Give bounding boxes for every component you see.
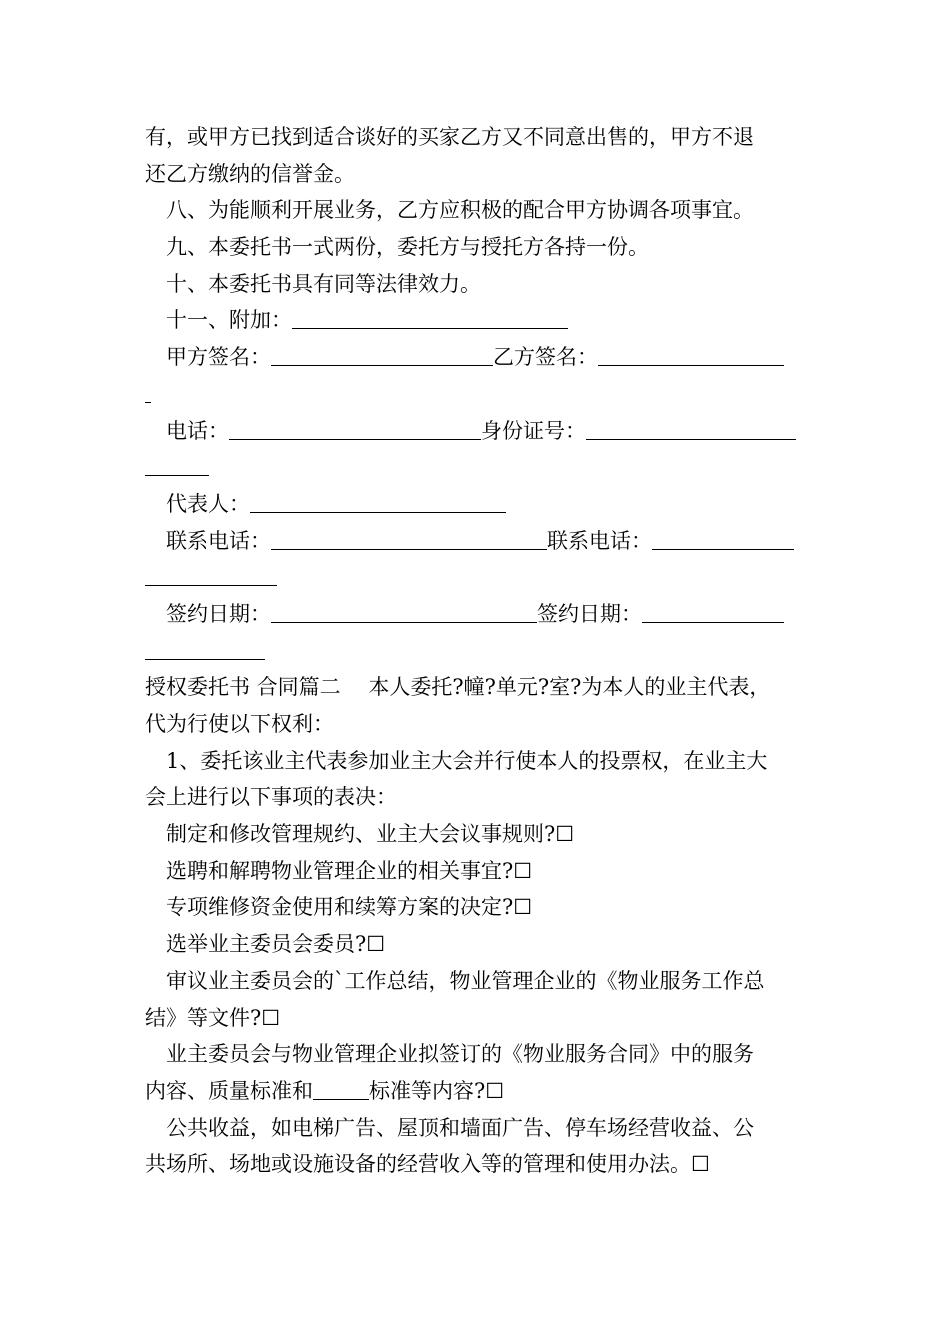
phone-row [145, 413, 810, 450]
phone-row-wrap [145, 449, 810, 486]
party-b-sign-blank-cont[interactable] [145, 380, 151, 403]
appendix-label: 十一、附加： [166, 308, 292, 333]
vote-option: 选举业主委员会委员?☐ [166, 932, 386, 957]
representative-label: 代表人： [166, 491, 250, 516]
clause-nine: 九、本委托书一式两份，委托方与授托方各持一份。 [166, 235, 649, 260]
appendix-row [145, 302, 810, 339]
vote-option: 公共收益，如电梯广告、屋顶和墙面广告、停车场经营收益、公 [166, 1115, 754, 1140]
standard-blank[interactable] [313, 1077, 369, 1100]
sign-date-blank-2[interactable] [642, 600, 784, 623]
vote-option-cont: 共场所、场地或设施设备的经营收入等的管理和使用办法。☐ [145, 1152, 710, 1177]
contact-phone-blank-1[interactable] [271, 527, 547, 550]
party-a-sign-label: 甲方签名： [166, 345, 271, 370]
phone-blank[interactable] [229, 417, 481, 440]
vote-option: 选聘和解聘物业管理企业的相关事宜?☐ [166, 858, 533, 883]
id-blank[interactable] [586, 417, 796, 440]
clause-eight: 八、为能顺利开展业务，乙方应积极的配合甲方协调各项事宜。 [166, 198, 754, 223]
vote-option: 专项维修资金使用和续筹方案的决定?☐ [166, 895, 533, 920]
contact-phone-row-wrap [145, 559, 810, 596]
sign-date-blank-2-cont[interactable] [145, 637, 265, 660]
item-one-line: 1、委托该业主代表参加业主大会并行使本人的投票权，在业主大 [166, 748, 768, 773]
clause-ten: 十、本委托书具有同等法律效力。 [166, 271, 481, 296]
signature-row-wrap [145, 376, 810, 413]
sign-date-label-1: 签约日期： [166, 601, 271, 626]
vote-option-text: 标准等内容?☐ [369, 1078, 505, 1103]
vote-option: 制定和修改管理规约、业主大会议事规则?☐ [166, 822, 575, 847]
sign-date-row [145, 596, 810, 633]
document-body [145, 119, 810, 1183]
vote-option-cont: 结》等文件?☐ [145, 1005, 281, 1030]
section-two-heading: 授权委托书 合同篇二 本人委托?幢?单元?室?为本人的业主代表， [145, 675, 771, 700]
vote-option-text: 内容、质量标准和 [145, 1078, 313, 1103]
representative-row [145, 486, 810, 523]
id-blank-cont[interactable] [145, 453, 209, 476]
sign-date-row-wrap [145, 633, 810, 670]
contact-phone-blank-2-cont[interactable] [145, 563, 277, 586]
phone-label: 电话： [166, 418, 229, 443]
section-two-intro: 代为行使以下权利： [145, 712, 334, 736]
representative-blank[interactable] [250, 490, 506, 513]
sign-date-label-2: 签约日期： [537, 601, 642, 626]
party-b-sign-label: 乙方签名： [493, 345, 598, 370]
party-b-sign-blank[interactable] [598, 343, 784, 366]
signature-row [145, 339, 810, 376]
contact-phone-label-1: 联系电话： [166, 528, 271, 553]
item-one-line: 会上进行以下事项的表决： [145, 785, 397, 810]
contact-phone-label-2: 联系电话： [547, 528, 652, 553]
vote-option-cont [145, 1073, 810, 1110]
paragraph-line: 还乙方缴纳的信誉金。 [145, 161, 355, 186]
party-a-sign-blank[interactable] [271, 343, 493, 366]
appendix-blank[interactable] [292, 306, 568, 329]
paragraph-line: 有，或甲方已找到适合谈好的买家乙方又不同意出售的，甲方不退 [145, 125, 754, 149]
id-label: 身份证号： [481, 418, 586, 443]
contact-phone-row [145, 523, 810, 560]
vote-option: 业主委员会与物业管理企业拟签订的《物业服务合同》中的服务 [166, 1042, 754, 1067]
contact-phone-blank-2[interactable] [652, 527, 794, 550]
vote-option: 审议业主委员会的`工作总结，物业管理企业的《物业服务工作总 [166, 968, 765, 993]
sign-date-blank-1[interactable] [271, 600, 537, 623]
